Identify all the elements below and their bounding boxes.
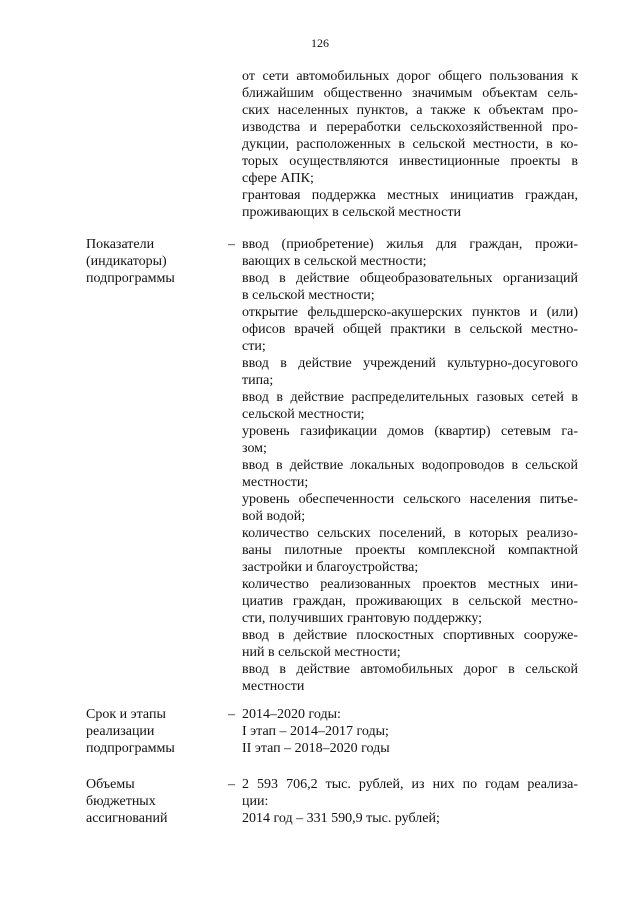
text-line: в сельской местности; — [242, 288, 375, 303]
text-line: зом; — [242, 441, 267, 456]
text-line: вающих в сельской местности; — [242, 254, 427, 269]
section-dash: – — [228, 237, 235, 252]
text-line: ввод в действие распределительных газовых сетей в — [242, 390, 578, 405]
text-line: 2014 год – 331 590,9 тыс. рублей; — [242, 811, 440, 826]
text-line: ввод в действие плоскостных спортивных сооруже- — [242, 628, 578, 643]
text-line: ввод в действие учреждений культурно-досугового — [242, 356, 578, 371]
label-line: Показатели — [86, 237, 155, 252]
page-number: 126 — [311, 36, 329, 50]
text-line: ввод (приобретение) жилья для граждан, прожи- — [242, 237, 578, 252]
text-line: количество сельских поселений, в которых реализо- — [242, 526, 578, 541]
text-line: грантовая поддержка местных инициатив граждан, — [242, 188, 578, 203]
text-line: ввод в действие общеобразовательных организаций — [242, 271, 578, 286]
text-line: ний в сельской местности; — [242, 645, 401, 660]
text-line: ввод в действие автомобильных дорог в сельской — [242, 662, 578, 677]
label-line: реализации — [86, 724, 155, 739]
text-line: ских населенных пунктов, а также к объектам про- — [242, 103, 578, 118]
label-line: подпрограммы — [86, 271, 175, 286]
text-line: торых осуществляются инвестиционные проекты в — [242, 154, 578, 169]
label-line: бюджетных — [86, 794, 156, 809]
label-line: (индикаторы) — [86, 254, 167, 269]
label-line: Срок и этапы — [86, 707, 166, 722]
section-label — [86, 706, 226, 757]
text-line: местности — [242, 679, 305, 694]
label-line: ассигнований — [86, 811, 168, 826]
text-line: от сети автомобильных дорог общего пользования к — [242, 69, 578, 84]
text-line: изводства и переработки сельскохозяйственной про- — [242, 120, 578, 135]
text-line: офисов врачей общей практики в сельской местно- — [242, 322, 578, 337]
section-dash: – — [228, 707, 235, 722]
text-line: дукции, расположенных в сельской местности, в ко- — [242, 137, 578, 152]
text-line: типа; — [242, 373, 274, 388]
text-line: уровень газификации домов (квартир) сетевым га- — [242, 424, 578, 439]
text-line: проживающих в сельской местности — [242, 205, 461, 220]
text-line: вой водой; — [242, 509, 306, 524]
text-line: 2014–2020 годы: — [242, 707, 341, 722]
text-line: сельской местности; — [242, 407, 365, 422]
section-content — [242, 776, 578, 827]
text-line: сти; — [242, 339, 266, 354]
label-line: подпрограммы — [86, 741, 175, 756]
text-line: застройки и благоустройства; — [242, 560, 419, 575]
section-content — [242, 706, 578, 757]
section-label — [86, 776, 226, 827]
text-line: сти, получивших грантовую поддержку; — [242, 611, 483, 626]
label-line: Объемы — [86, 777, 135, 792]
text-line: местности; — [242, 475, 309, 490]
section-label — [86, 236, 226, 287]
section-content — [242, 236, 578, 695]
section-dash: – — [228, 777, 235, 792]
text-line: ввод в действие локальных водопроводов в сельской — [242, 458, 578, 473]
text-line: ции: — [242, 794, 269, 809]
text-line: уровень обеспеченности сельского населения питье- — [242, 492, 578, 507]
intro-continuation — [242, 68, 578, 221]
text-line: сфере АПК; — [242, 171, 314, 186]
text-line: открытие фельдшерско-акушерских пунктов и (или) — [242, 305, 578, 320]
text-line: I этап – 2014–2017 годы; — [242, 724, 389, 739]
text-line: ваны пилотные проекты комплексной компактной — [242, 543, 578, 558]
text-line: ближайшим общественно значимым объектам сель- — [242, 86, 578, 101]
text-line: количество реализованных проектов местных ини- — [242, 577, 578, 592]
text-line: 2 593 706,2 тыс. рублей, из них по годам реализа- — [242, 777, 578, 792]
text-line: II этап – 2018–2020 годы — [242, 741, 390, 756]
text-line: циатив граждан, проживающих в сельской местно- — [242, 594, 578, 609]
